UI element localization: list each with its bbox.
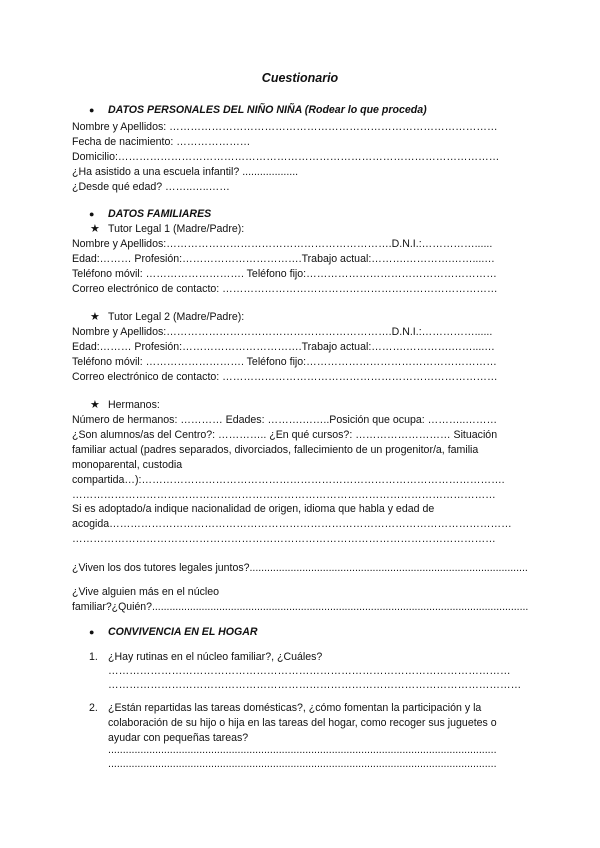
- siblings-heading: Hermanos:: [108, 399, 160, 411]
- field-nursery: ¿Ha asistido a una escuela infantil? ...................: [72, 166, 299, 178]
- others-living: ¿Vive alguien más en el núcleo: [72, 586, 220, 598]
- siblings-count: Número de hermanos: ………… Edades: ……….……..Posición que ocupa: ………..………: [72, 414, 498, 426]
- tutor1-name: Nombre y Apellidos:……………………………………………………….D.N.I.:……………......: [72, 238, 493, 250]
- family-situation-cont: monoparental, custodia: [72, 459, 183, 471]
- section-family-heading: DATOS FAMILIARES: [108, 208, 212, 220]
- q2-text: colaboración de su hijo o hija en las tareas del hogar, como recoger sus juguetes o: [108, 717, 497, 729]
- tutor2-heading: Tutor Legal 2 (Madre/Padre):: [108, 311, 245, 323]
- q1-answer-line: ……………………………………………………………………………………………………: [108, 665, 511, 677]
- family-situation-answer: compartida…):………………………………………………………………………………………….: [72, 474, 505, 486]
- star-icon: ★: [90, 223, 100, 235]
- bullet-icon: ●: [89, 105, 95, 115]
- q1-text: ¿Hay rutinas en el núcleo familiar?, ¿Cuáles?: [108, 651, 323, 663]
- bullet-icon: ●: [89, 209, 95, 219]
- tutor1-heading: Tutor Legal 1 (Madre/Padre):: [108, 223, 245, 235]
- tutor1-phone: Teléfono móvil: ………………………. Teléfono fijo:………………………………………………: [72, 268, 497, 280]
- siblings-school: ¿Son alumnos/as del Centro?: ………….. ¿En qué cursos?: ……………………… Situación: [72, 429, 498, 441]
- tutor1-age-job: Edad:……… Profesión:…………………………….Trabajo actual:……….………….……....…: [72, 253, 495, 265]
- star-icon: ★: [90, 311, 100, 323]
- question-number: 1.: [89, 651, 98, 663]
- section-personal-heading: DATOS PERSONALES DEL NIÑO NIÑA (Rodear lo que proceda): [108, 104, 427, 116]
- field-birthdate: Fecha de nacimiento: …………………: [72, 136, 251, 148]
- section-home-heading: CONVIVENCIA EN EL HOGAR: [108, 626, 258, 638]
- field-address: Domicilio:………………………………………………………………………………………………: [72, 151, 500, 163]
- field-since-age: ¿Desde qué edad? ……..…..……: [72, 181, 230, 193]
- others-living-answer: familiar?¿Quién?.................................................................................................................................: [72, 601, 529, 613]
- tutor2-name: Nombre y Apellidos:……………………………………………………….D.N.I.:……………......: [72, 326, 493, 338]
- q1-answer-line: ………………………………………………………………………………………………………: [108, 679, 522, 691]
- tutors-together: ¿Viven los dos tutores legales juntos?...............................................................................................: [72, 562, 528, 574]
- q2-text: ayudar con pequeñas tareas?: [108, 732, 249, 744]
- blank-line: …………………………………………………………………………………………………………: [72, 489, 496, 501]
- adoption-answer: acogida……………………………………………………………………………………………………: [72, 518, 512, 530]
- tutor2-email: Correo electrónico de contacto: ……………………………………………………………………: [72, 371, 498, 383]
- page-title: Cuestionario: [261, 71, 339, 85]
- adoption-question: Si es adoptado/a indique nacionalidad de origen, idioma que habla y edad de: [72, 503, 435, 515]
- field-name: Nombre y Apellidos: …………………………………………………………………………………: [72, 121, 498, 133]
- q2-answer-line: ....................................................................................................................................: [108, 744, 497, 756]
- q2-answer-line: ....................................................................................................................................: [108, 758, 497, 770]
- question-number: 2.: [89, 702, 98, 714]
- blank-line: …………………………………………………………………………………………………………: [72, 533, 496, 545]
- family-situation: familiar actual (padres separados, divorciados, fallecimiento de un progenitor/a, familia: [72, 444, 479, 456]
- star-icon: ★: [90, 399, 100, 411]
- tutor1-email: Correo electrónico de contacto: ……………………………………………………………………: [72, 283, 498, 295]
- q2-text: ¿Están repartidas las tareas domésticas?, ¿cómo fomentan la participación y la: [108, 702, 482, 714]
- tutor2-age-job: Edad:……… Profesión:…………………………….Trabajo actual:……….………….……....…: [72, 341, 495, 353]
- tutor2-phone: Teléfono móvil: ………………………. Teléfono fijo:………………………………………………: [72, 356, 497, 368]
- bullet-icon: ●: [89, 627, 95, 637]
